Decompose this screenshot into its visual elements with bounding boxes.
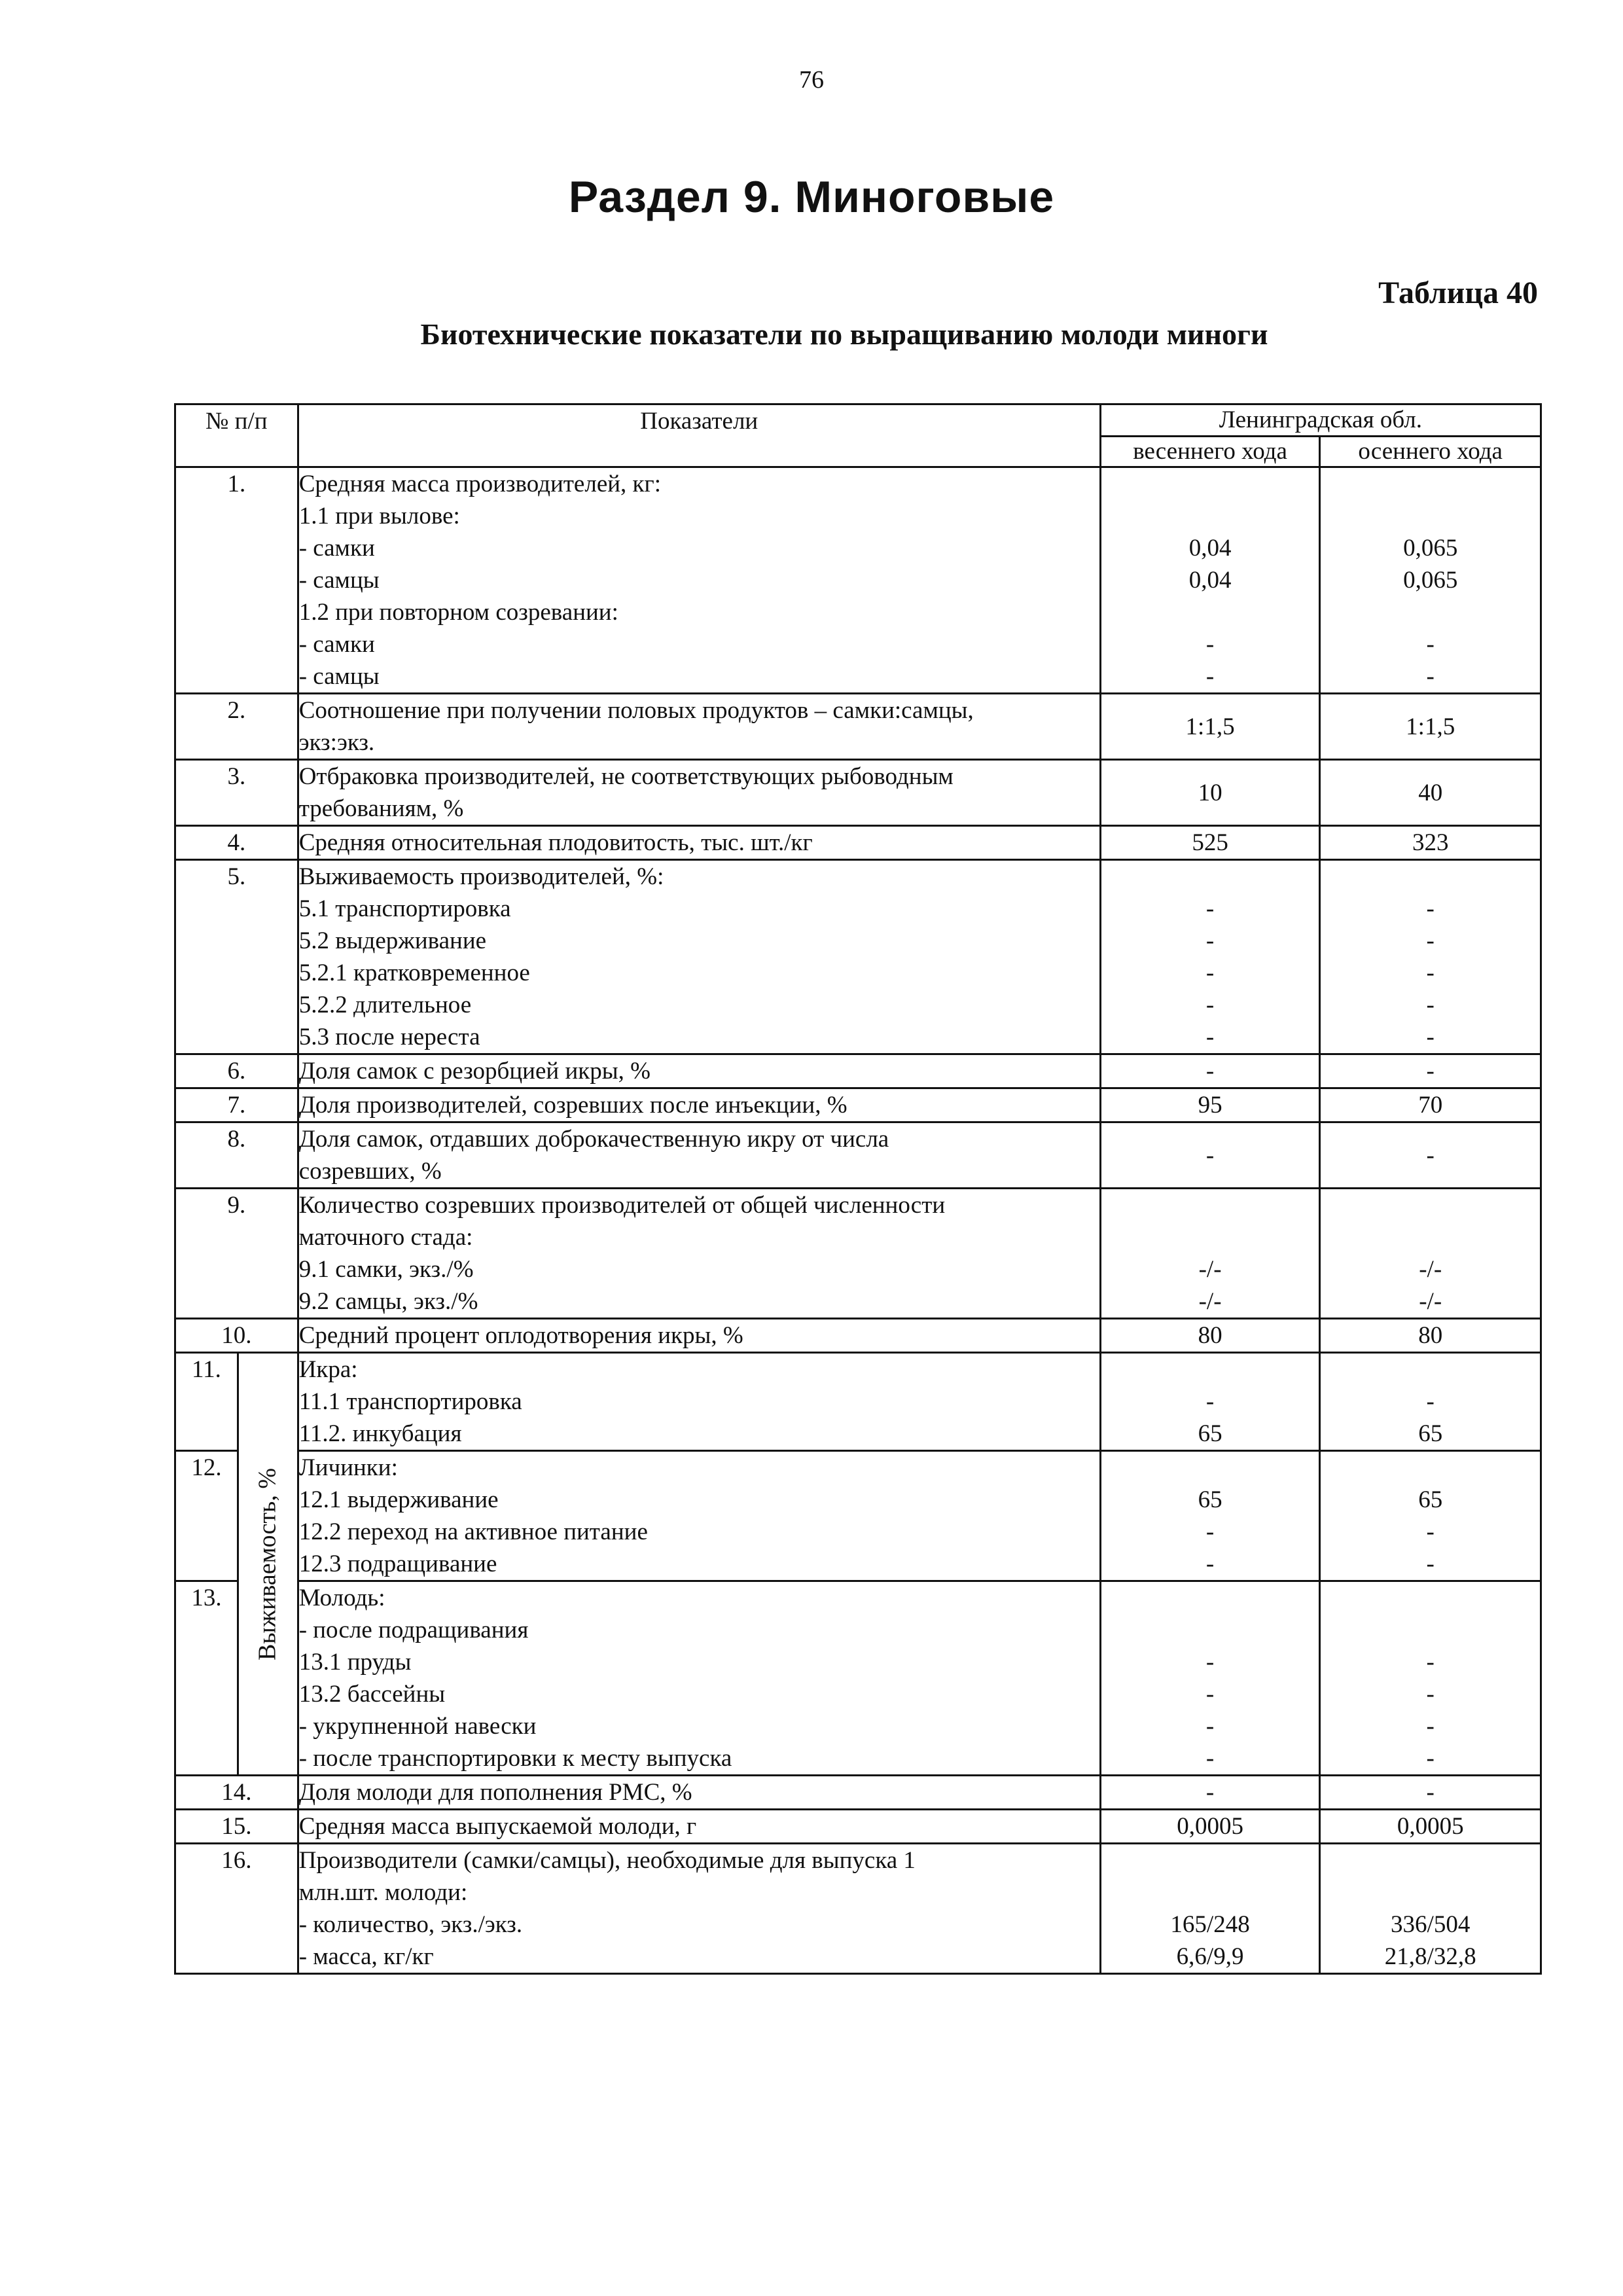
value-line: 0,0005 bbox=[1177, 1813, 1243, 1840]
row-value-autumn bbox=[1320, 860, 1541, 1054]
indicator-line: Икра: bbox=[298, 1356, 358, 1383]
table-row bbox=[175, 1189, 1541, 1319]
row-indicator bbox=[298, 694, 1100, 760]
value-line bbox=[1321, 1844, 1540, 1876]
indicator-line: Средняя относительная плодовитость, тыс. шт./кг bbox=[298, 829, 813, 856]
row-number: 13. bbox=[175, 1581, 238, 1776]
table-row bbox=[175, 1581, 1541, 1776]
indicator-line: 13.1 пруды bbox=[298, 1649, 412, 1676]
row-indicator bbox=[298, 1088, 1100, 1122]
value-line: - bbox=[1205, 631, 1215, 658]
value-line: 0,04 bbox=[1188, 535, 1232, 562]
table-row bbox=[175, 1122, 1541, 1189]
value-line: 80 bbox=[1198, 1322, 1222, 1349]
indicator-line: - после транспортировки к месту выпуска bbox=[298, 1745, 732, 1772]
value-line: - bbox=[1426, 1388, 1435, 1415]
row-value-autumn bbox=[1320, 1353, 1541, 1451]
value-line: - bbox=[1205, 663, 1215, 690]
value-line bbox=[1101, 1844, 1319, 1876]
table-caption: Биотехнические показатели по выращиванию молоди миноги bbox=[420, 317, 1268, 351]
header-autumn: осеннего хода bbox=[1320, 437, 1541, 467]
table-row bbox=[175, 694, 1541, 760]
value-line: - bbox=[1426, 992, 1435, 1018]
row-value-autumn: 40 bbox=[1320, 760, 1541, 826]
value-line bbox=[1321, 1876, 1540, 1909]
table-row bbox=[175, 1451, 1541, 1581]
value-line: 65 bbox=[1418, 1486, 1443, 1513]
value-line: -/- bbox=[1198, 1288, 1222, 1315]
row-value-autumn bbox=[1320, 1776, 1541, 1810]
row-value-autumn bbox=[1320, 1054, 1541, 1088]
table-row bbox=[175, 1319, 1541, 1353]
row-value-spring bbox=[1100, 1810, 1320, 1844]
row-value-autumn bbox=[1320, 1451, 1541, 1581]
row-number: 3. bbox=[175, 760, 298, 826]
indicator-line: Производители (самки/самцы), необходимые для выпуска 1 bbox=[298, 1847, 916, 1874]
header-spring: весеннего хода bbox=[1100, 437, 1320, 467]
indicator-line: - после подращивания bbox=[298, 1617, 529, 1643]
value-line: - bbox=[1205, 927, 1215, 954]
value-line bbox=[1321, 861, 1540, 893]
value-line: - bbox=[1426, 1649, 1435, 1676]
value-line bbox=[1321, 1189, 1540, 1221]
table-row bbox=[175, 1810, 1541, 1844]
row-indicator bbox=[298, 860, 1100, 1054]
row-indicator bbox=[298, 760, 1100, 826]
value-line bbox=[1321, 500, 1540, 532]
value-line: - bbox=[1205, 1388, 1215, 1415]
value-line: - bbox=[1205, 1713, 1215, 1740]
value-line: - bbox=[1426, 1713, 1435, 1740]
indicator-line: 11.2. инкубация bbox=[298, 1420, 462, 1447]
table-row bbox=[175, 1353, 1541, 1451]
row-indicator bbox=[298, 1776, 1100, 1810]
row-number: 1. bbox=[175, 467, 298, 694]
value-line: - bbox=[1426, 1779, 1435, 1806]
value-line: - bbox=[1205, 1779, 1215, 1806]
indicator-line: 12.2 переход на активное питание bbox=[298, 1518, 648, 1545]
table-header-row bbox=[175, 404, 1541, 437]
indicator-line: - самки bbox=[298, 535, 375, 562]
row-indicator bbox=[298, 1353, 1100, 1451]
value-line: - bbox=[1426, 1745, 1435, 1772]
table-row bbox=[175, 826, 1541, 860]
indicator-line: Средняя масса выпускаемой молоди, г bbox=[298, 1813, 697, 1840]
value-line bbox=[1101, 861, 1319, 893]
row-value-autumn bbox=[1320, 1581, 1541, 1776]
row-indicator bbox=[298, 826, 1100, 860]
row-value-autumn bbox=[1320, 1189, 1541, 1319]
row-value-spring bbox=[1100, 1776, 1320, 1810]
value-line: - bbox=[1426, 1681, 1435, 1708]
indicator-line: созревших, % bbox=[298, 1158, 442, 1185]
indicator-line: - количество, экз./экз. bbox=[298, 1911, 523, 1938]
indicator-line: Отбраковка производителей, не соответствующих рыбоводным bbox=[298, 763, 954, 790]
row-value-autumn: - bbox=[1320, 1122, 1541, 1189]
indicator-line: требованиям, % bbox=[298, 795, 464, 822]
value-line: - bbox=[1205, 1551, 1215, 1577]
indicator-line: Выживаемость производителей, %: bbox=[298, 863, 664, 890]
value-line: - bbox=[1205, 1024, 1215, 1050]
value-line: -/- bbox=[1419, 1256, 1442, 1283]
indicator-line: Количество созревших производителей от общей численности bbox=[298, 1192, 946, 1219]
value-line: 21,8/32,8 bbox=[1384, 1943, 1476, 1970]
indicator-line: - укрупненной навески bbox=[298, 1713, 537, 1740]
indicator-line: 5.1 транспортировка bbox=[298, 895, 511, 922]
value-line: - bbox=[1426, 663, 1435, 690]
value-line bbox=[1101, 1452, 1319, 1484]
indicator-line: Молодь: bbox=[298, 1585, 385, 1611]
survival-vertical-text: Выживаемость, % bbox=[253, 1467, 281, 1660]
row-indicator bbox=[298, 1319, 1100, 1353]
indicator-line: 5.2.1 кратковременное bbox=[298, 960, 530, 986]
header-num: № п/п bbox=[175, 404, 298, 467]
value-line bbox=[1101, 1189, 1319, 1221]
indicator-line: Доля самок, отдавших доброкачественную икру от числа bbox=[298, 1126, 889, 1153]
row-number: 9. bbox=[175, 1189, 298, 1319]
row-value-spring bbox=[1100, 467, 1320, 694]
row-value-spring bbox=[1100, 826, 1320, 860]
indicator-line: Личинки: bbox=[298, 1454, 398, 1481]
value-line: - bbox=[1205, 992, 1215, 1018]
indicator-line: Средняя масса производителей, кг: bbox=[298, 471, 661, 497]
value-line bbox=[1101, 500, 1319, 532]
indicator-line: 9.2 самцы, экз./% bbox=[298, 1288, 478, 1315]
value-line: 165/248 bbox=[1170, 1911, 1250, 1938]
row-value-spring bbox=[1100, 1844, 1320, 1974]
section-title: Раздел 9. Миноговые bbox=[568, 172, 1055, 222]
indicator-line: - масса, кг/кг bbox=[298, 1943, 434, 1970]
value-line: 65 bbox=[1198, 1420, 1222, 1447]
value-line: -/- bbox=[1419, 1288, 1442, 1315]
value-line: - bbox=[1205, 1681, 1215, 1708]
value-line: - bbox=[1426, 631, 1435, 658]
row-value-spring bbox=[1100, 1581, 1320, 1776]
value-line: 65 bbox=[1418, 1420, 1443, 1447]
row-number: 4. bbox=[175, 826, 298, 860]
page-number: 76 bbox=[799, 66, 824, 94]
row-value-spring bbox=[1100, 1451, 1320, 1581]
table-row bbox=[175, 467, 1541, 694]
row-value-autumn: 1:1,5 bbox=[1320, 694, 1541, 760]
row-number: 14. bbox=[175, 1776, 298, 1810]
value-line: - bbox=[1205, 895, 1215, 922]
row-indicator bbox=[298, 1810, 1100, 1844]
value-line bbox=[1101, 1876, 1319, 1909]
row-value-autumn bbox=[1320, 1088, 1541, 1122]
indicator-line: 13.2 бассейны bbox=[298, 1681, 446, 1708]
value-line: - bbox=[1426, 1058, 1435, 1085]
value-line: 65 bbox=[1198, 1486, 1222, 1513]
row-value-spring: 10 bbox=[1100, 760, 1320, 826]
value-line bbox=[1321, 1452, 1540, 1484]
table-row bbox=[175, 1088, 1541, 1122]
row-value-spring bbox=[1100, 1054, 1320, 1088]
value-line bbox=[1321, 1614, 1540, 1646]
value-line bbox=[1321, 1582, 1540, 1614]
indicator-line: - самцы bbox=[298, 663, 380, 690]
value-line: - bbox=[1426, 960, 1435, 986]
indicator-line: Средний процент оплодотворения икры, % bbox=[298, 1322, 743, 1349]
value-line bbox=[1101, 596, 1319, 628]
value-line: - bbox=[1426, 895, 1435, 922]
indicator-line: 5.2.2 длительное bbox=[298, 992, 472, 1018]
table-label: Таблица 40 bbox=[1378, 276, 1538, 310]
value-line: 0,065 bbox=[1403, 567, 1458, 594]
table-row bbox=[175, 1054, 1541, 1088]
value-line: - bbox=[1205, 1058, 1215, 1085]
indicator-line: маточного стада: bbox=[298, 1224, 473, 1251]
row-indicator bbox=[298, 467, 1100, 694]
row-value-spring bbox=[1100, 1189, 1320, 1319]
value-line bbox=[1101, 1582, 1319, 1614]
indicator-line: - самцы bbox=[298, 567, 380, 594]
value-line: 525 bbox=[1192, 829, 1228, 856]
row-number: 6. bbox=[175, 1054, 298, 1088]
row-value-spring bbox=[1100, 1319, 1320, 1353]
row-value-spring: - bbox=[1100, 1122, 1320, 1189]
row-number: 16. bbox=[175, 1844, 298, 1974]
value-line: - bbox=[1426, 1551, 1435, 1577]
table-row bbox=[175, 1776, 1541, 1810]
row-number: 11. bbox=[175, 1353, 238, 1451]
value-line: 0,065 bbox=[1403, 535, 1458, 562]
row-value-autumn bbox=[1320, 1844, 1541, 1974]
indicator-line: 11.1 транспортировка bbox=[298, 1388, 522, 1415]
row-number: 2. bbox=[175, 694, 298, 760]
value-line bbox=[1321, 596, 1540, 628]
value-line bbox=[1321, 1354, 1540, 1386]
indicator-line: 12.1 выдерживание bbox=[298, 1486, 499, 1513]
value-line bbox=[1321, 1221, 1540, 1253]
row-number: 8. bbox=[175, 1122, 298, 1189]
row-number: 10. bbox=[175, 1319, 298, 1353]
indicator-line: млн.шт. молоди: bbox=[298, 1879, 468, 1906]
value-line: - bbox=[1426, 1024, 1435, 1050]
survival-vertical-label bbox=[238, 1353, 298, 1776]
value-line: - bbox=[1205, 1745, 1215, 1772]
table-row bbox=[175, 760, 1541, 826]
header-indicators: Показатели bbox=[298, 404, 1100, 467]
indicator-line: 1.1 при вылове: bbox=[298, 503, 460, 529]
row-value-autumn bbox=[1320, 467, 1541, 694]
row-value-spring bbox=[1100, 860, 1320, 1054]
row-value-spring bbox=[1100, 1088, 1320, 1122]
row-indicator bbox=[298, 1189, 1100, 1319]
value-line: - bbox=[1426, 1518, 1435, 1545]
row-number: 15. bbox=[175, 1810, 298, 1844]
row-number: 5. bbox=[175, 860, 298, 1054]
value-line: - bbox=[1426, 927, 1435, 954]
indicator-line: 5.3 после нереста bbox=[298, 1024, 480, 1050]
row-value-spring bbox=[1100, 1353, 1320, 1451]
value-line: 80 bbox=[1418, 1322, 1443, 1349]
row-value-autumn bbox=[1320, 826, 1541, 860]
value-line: 323 bbox=[1412, 829, 1449, 856]
row-indicator bbox=[298, 1451, 1100, 1581]
indicator-line: 12.3 подращивание bbox=[298, 1551, 497, 1577]
row-indicator bbox=[298, 1581, 1100, 1776]
value-line: 95 bbox=[1198, 1092, 1222, 1119]
value-line bbox=[1101, 1614, 1319, 1646]
table-row bbox=[175, 860, 1541, 1054]
table-body bbox=[175, 467, 1541, 1974]
indicator-line: Доля самок с резорбцией икры, % bbox=[298, 1058, 651, 1085]
value-line: - bbox=[1205, 1518, 1215, 1545]
row-value-spring: 1:1,5 bbox=[1100, 694, 1320, 760]
indicator-line: 1.2 при повторном созревании: bbox=[298, 599, 618, 626]
indicator-line: Доля производителей, созревших после инъекции, % bbox=[298, 1092, 847, 1119]
row-number: 7. bbox=[175, 1088, 298, 1122]
row-indicator bbox=[298, 1054, 1100, 1088]
row-value-autumn bbox=[1320, 1319, 1541, 1353]
value-line bbox=[1101, 468, 1319, 500]
value-line: - bbox=[1205, 960, 1215, 986]
value-line: 6,6/9,9 bbox=[1176, 1943, 1244, 1970]
indicator-line: Соотношение при получении половых продуктов – самки:самцы, bbox=[298, 697, 974, 724]
row-indicator bbox=[298, 1844, 1100, 1974]
header-region: Ленинградская обл. bbox=[1100, 404, 1541, 437]
value-line: 336/504 bbox=[1391, 1911, 1471, 1938]
indicator-line: 9.1 самки, экз./% bbox=[298, 1256, 474, 1283]
value-line: - bbox=[1205, 1649, 1215, 1676]
value-line: 70 bbox=[1418, 1092, 1443, 1119]
row-number: 12. bbox=[175, 1451, 238, 1581]
value-line bbox=[1321, 468, 1540, 500]
row-indicator bbox=[298, 1122, 1100, 1189]
indicator-line: - самки bbox=[298, 631, 375, 658]
indicator-line: экз:экз. bbox=[298, 729, 375, 756]
indicator-line: 5.2 выдерживание bbox=[298, 927, 487, 954]
value-line: -/- bbox=[1198, 1256, 1222, 1283]
row-value-autumn bbox=[1320, 1810, 1541, 1844]
indicator-line: Доля молоди для пополнения РМС, % bbox=[298, 1779, 692, 1806]
value-line bbox=[1101, 1221, 1319, 1253]
value-line: 0,04 bbox=[1188, 567, 1232, 594]
value-line bbox=[1101, 1354, 1319, 1386]
indicators-table bbox=[174, 403, 1542, 1975]
table-row bbox=[175, 1844, 1541, 1974]
value-line: 0,0005 bbox=[1397, 1813, 1464, 1840]
